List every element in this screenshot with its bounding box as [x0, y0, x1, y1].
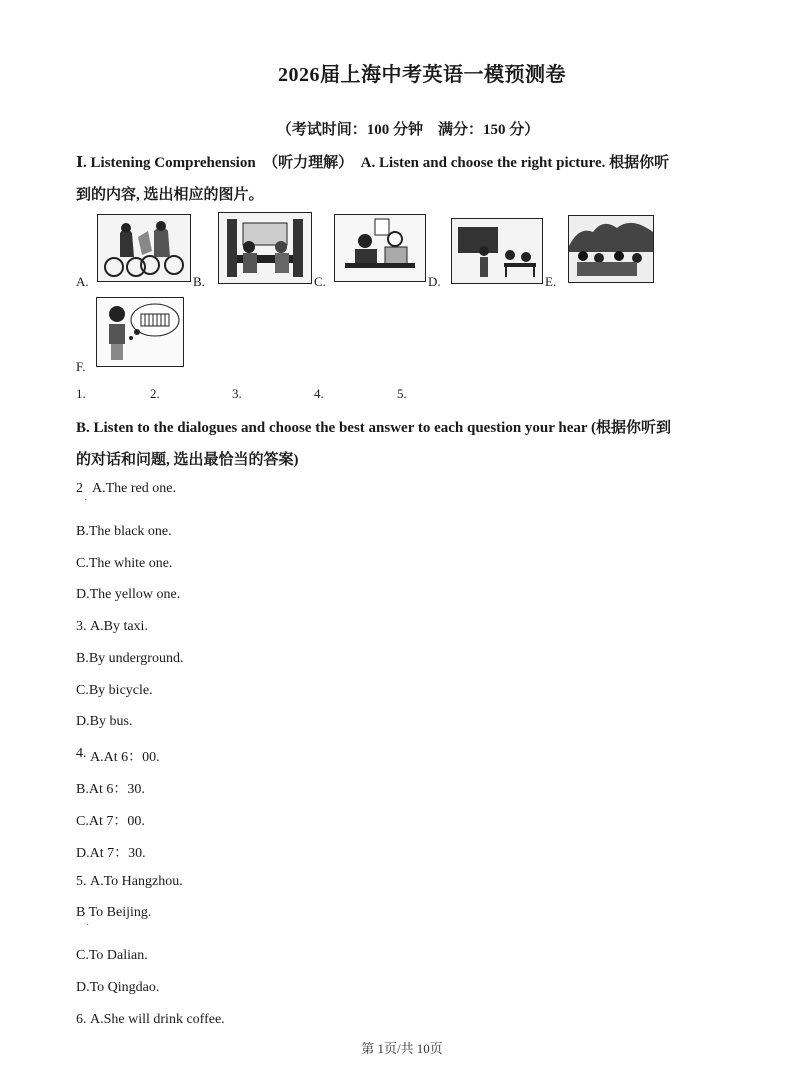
question-number: 6.: [76, 1012, 87, 1027]
question-number: 4.: [76, 746, 87, 761]
picture-label-d: D.: [428, 274, 441, 289]
option: C.By bicycle.: [76, 683, 153, 698]
section-b-instruction-line1: B. Listen to the dialogues and choose the best answer to each question your hear (根据你听到: [76, 420, 672, 436]
option: D.At 7：30.: [76, 846, 146, 861]
picture-label-a: A.: [76, 274, 89, 289]
office-meeting-picture: [334, 214, 426, 282]
section-b-instruction-line2: 的对话和问题, 选出最恰当的答案): [76, 452, 299, 468]
option: B.At 6：30.: [76, 782, 145, 797]
option: A.By taxi.: [90, 619, 148, 634]
outdoor-crowd-picture: [568, 215, 654, 283]
option: A.At 6：00.: [90, 750, 160, 765]
picture-label-c: C.: [314, 274, 326, 289]
answer-number: 2.: [150, 386, 160, 401]
option: B.By underground.: [76, 651, 184, 666]
option: A.The red one.: [92, 481, 176, 496]
exam-info: （考试时间：100 分钟 满分：150 分）: [276, 122, 540, 138]
cyclists-picture: [97, 214, 191, 282]
question-number: 2: [76, 481, 83, 496]
question-number: 5.: [76, 874, 87, 889]
answer-number: 4.: [314, 386, 324, 401]
option: D.The yellow one.: [76, 587, 181, 602]
answer-number: 5.: [397, 386, 407, 401]
option: B.The black one.: [76, 524, 172, 539]
question-number: 3.: [76, 619, 87, 634]
dinner-table-picture: [218, 212, 312, 284]
girl-thinking-piano-picture: [96, 297, 184, 367]
page-title: 2026届上海中考英语一模预测卷: [278, 64, 566, 86]
option: A.She will drink coffee.: [90, 1012, 225, 1027]
picture-label-e: E.: [545, 274, 557, 289]
section-a-instruction-line2: 到的内容, 选出相应的图片。: [76, 187, 264, 203]
option: C.At 7：00.: [76, 814, 145, 829]
option: C.To Dalian.: [76, 948, 148, 963]
answer-number: 3.: [232, 386, 242, 401]
picture-label-b: B.: [193, 274, 205, 289]
option: C.The white one.: [76, 556, 173, 571]
option: A.To Hangzhou.: [90, 874, 183, 889]
classroom-picture: [451, 218, 543, 284]
stray-dot: ·: [86, 920, 90, 931]
option: D.By bus.: [76, 714, 133, 729]
section-a-instruction-line1: Ⅰ. Listening Comprehension （听力理解） A. Listen and choose the right picture. 根据你听: [76, 155, 670, 171]
option: D.To Qingdao.: [76, 980, 160, 995]
answer-number: 1.: [76, 386, 86, 401]
page-number: 第 1页/共 10页: [361, 1041, 443, 1056]
picture-label-f: F.: [76, 359, 86, 374]
stray-dot: ·: [84, 495, 88, 506]
option: B To Beijing.: [76, 905, 152, 920]
